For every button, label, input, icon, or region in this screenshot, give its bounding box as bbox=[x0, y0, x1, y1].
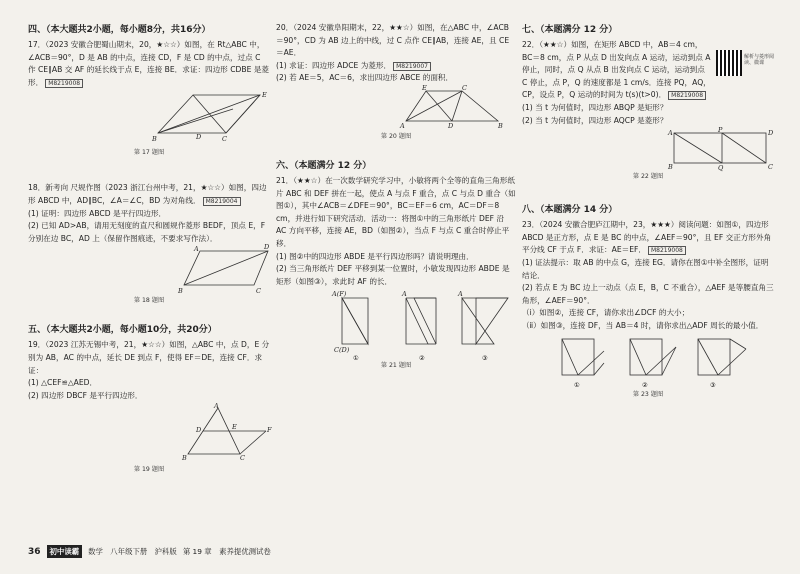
qr-code-icon[interactable] bbox=[716, 50, 742, 76]
svg-text:Q: Q bbox=[718, 164, 724, 173]
figure-22-caption: 第 22 题图 bbox=[632, 173, 664, 181]
figure-23-label-3: ③ bbox=[710, 381, 716, 389]
svg-text:A: A bbox=[400, 121, 405, 130]
question-18: 18．新考向 尺规作图（2023 浙江台州中考，21，★☆☆）如图，四边形 ABCD 中，AD∥BC，∠A＝∠C，BD 为对角线． M8219004 bbox=[28, 183, 267, 205]
svg-text:B: B bbox=[178, 287, 183, 296]
brand-logo: 初中读霸 bbox=[47, 545, 83, 558]
question-20-part-2: (2) 若 AE＝5，AC＝6，求出四边形 ABCE 的面积． bbox=[276, 73, 454, 83]
figure-21-label-2: ② bbox=[419, 355, 425, 363]
svg-text:C: C bbox=[256, 287, 261, 296]
question-23-part-2-i: （ⅰ）如图②，连接 CF，请你求出∠DCF 的大小； bbox=[522, 308, 690, 318]
figure-17-caption: 第 17 题图 bbox=[133, 149, 165, 157]
question-23-part-2: (2) 若点 E 为 BC 边上一动点（点 E，B，C 不重合），△AEF 是等腰直角三角形，∠AEF＝90°． bbox=[522, 283, 774, 305]
svg-text:C: C bbox=[222, 135, 227, 144]
question-18-part-2: (2) 已知 AD>AB，请用无刻度的直尺和圆规作菱形 BEDF，顶点 E，F 分别在边 BC，AD 上（保留作图痕迹，不要求写作法）． bbox=[28, 221, 266, 243]
svg-text:C: C bbox=[768, 163, 773, 172]
question-20-part-1: (1) 求证：四边形 ADCE 为菱形． M8219007 bbox=[276, 60, 516, 73]
svg-text:D: D bbox=[448, 121, 454, 130]
question-23: 23．（2024 安徽合肥庐江期中，23，★★★）阅读问题：如图①，四边形 ABCD 是正方形，点 E 是 BC 的中点，∠AEF＝90°，且 EF 交正方形外角平分线 CF 于点 F．求证：AE＝EF． M8219008 bbox=[522, 220, 772, 255]
question-21-part-2: (2) 当三角形纸片 DEF 平移到某一位置时，小敏发现四边形 ABDE 是矩形（如图③），求此时 AF 的长． bbox=[276, 264, 510, 286]
qr-note: 解析与菱形阅读、微课 bbox=[744, 54, 775, 66]
question-code: M8219004 bbox=[203, 197, 241, 206]
question-22: 22．（★★☆）如图，在矩形 ABCD 中，AB＝4 cm，BC＝8 cm，点 P 从点 D 出发向点 A 运动，运动到点 A 停止，同时，点 Q 从点 B 出发向点 C 运动，运动到点 C 停止，点 P，Q 的速度都是 1 cm/s．连接 PQ，AQ，CP，设点 P，Q 运动的时间为 t(s)(t>0)． M8219008 bbox=[522, 40, 711, 100]
figure-21-label-3: ③ bbox=[482, 355, 488, 363]
figure-20 bbox=[276, 85, 516, 131]
section-5-heading: 五、（本大题共2小题，每小题10分，共20分） bbox=[28, 325, 217, 336]
section-7-heading: 七、（本题满分 12 分） bbox=[522, 25, 618, 35]
svg-text:D: D bbox=[768, 129, 774, 138]
question-code: M8219007 bbox=[393, 62, 431, 71]
svg-text:B: B bbox=[152, 135, 157, 144]
figure-21-label-1: ① bbox=[353, 355, 359, 363]
figure-18 bbox=[28, 245, 270, 295]
svg-text:D: D bbox=[264, 243, 270, 252]
section-4-heading: 四、（本大题共2小题，每小题8分，共16分） bbox=[28, 25, 211, 35]
svg-text:D: D bbox=[196, 426, 202, 435]
question-code: M8219008 bbox=[648, 246, 686, 255]
question-21-part-1: (1) 图②中的四边形 ABDE 是平行四边形吗？请说明理由． bbox=[276, 251, 474, 261]
figure-20-caption: 第 20 题图 bbox=[380, 132, 412, 140]
section-6-heading: 六、（本题满分 12 分） bbox=[276, 160, 372, 171]
svg-text:D: D bbox=[196, 133, 202, 142]
figure-23 bbox=[522, 333, 774, 389]
svg-text:E: E bbox=[262, 91, 267, 100]
figure-19-caption: 第 19 题图 bbox=[133, 466, 165, 474]
column-left bbox=[28, 22, 270, 473]
figure-19 bbox=[28, 402, 270, 464]
figure-22 bbox=[522, 127, 774, 171]
svg-text:A: A bbox=[214, 402, 219, 411]
svg-text:B: B bbox=[182, 454, 187, 463]
question-17: 17．（2023 安徽合肥蜀山期末，20，★☆☆）如图，在 Rt△ABC 中，∠ACB＝90°，D 是 AB 的中点，连接 CD，F 是 CD 的中点，过点 C 作 CE∥AB 交 AF 的延长线于点 E，连接 BE．求证：四边形 CDBE 是菱形． M8219008 bbox=[28, 40, 270, 87]
svg-text:A(F): A(F) bbox=[332, 290, 347, 299]
figure-21 bbox=[276, 288, 516, 363]
question-19: 19．（2023 江苏无锡中考，21，★☆☆）如图，△ABC 中，点 D，E 分别为 AB，AC 的中点，延长 DE 到点 F，使得 EF＝DE，连接 CF．求证： bbox=[28, 340, 270, 375]
svg-text:E: E bbox=[422, 83, 427, 92]
question-22-part-1: (1) 当 t 为何值时，四边形 ABQP 是矩形？ bbox=[522, 102, 668, 112]
column-middle bbox=[276, 22, 516, 369]
svg-text:A: A bbox=[402, 290, 407, 299]
page-number: 36 bbox=[28, 546, 41, 557]
svg-text:F: F bbox=[267, 426, 272, 435]
svg-text:B: B bbox=[668, 163, 673, 172]
question-23-part-2-ii: （ⅱ）如图③，连接 DF，当 AB＝4 时，请你求出△ADF 周长的最小值． bbox=[522, 320, 764, 330]
figure-23-label-2: ② bbox=[642, 381, 648, 389]
svg-text:E: E bbox=[232, 423, 237, 432]
figure-23-label-1: ① bbox=[574, 381, 580, 389]
figure-17 bbox=[28, 89, 270, 147]
svg-text:P: P bbox=[718, 126, 723, 135]
page-footer bbox=[28, 545, 271, 558]
figure-21-caption: 第 21 题图 bbox=[380, 362, 412, 370]
svg-text:B: B bbox=[498, 121, 503, 130]
svg-text:C: C bbox=[240, 454, 245, 463]
question-code: M8219008 bbox=[668, 91, 706, 100]
svg-text:A: A bbox=[668, 129, 673, 138]
question-19-part-1: (1) △CEF≌△AED． bbox=[28, 378, 98, 388]
question-20: 20．（2024 安徽阜阳期末，22，★★☆）如图，在△ABC 中，∠ACB＝90°，CD 为 AB 边上的中线，过 C 点作 CE∥AB，连接 AE，且 CE＝AE． bbox=[276, 23, 510, 58]
question-19-part-2: (2) 四边形 DBCF 是平行四边形． bbox=[28, 390, 143, 400]
question-22-part-2: (2) 当 t 为何值时，四边形 AQCP 是菱形？ bbox=[522, 115, 668, 125]
column-right bbox=[522, 22, 774, 398]
question-18-part-1: (1) 证明：四边形 ABCD 是平行四边形． bbox=[28, 208, 167, 218]
figure-23-caption: 第 23 题图 bbox=[632, 390, 664, 398]
footer-chapter: 第 19 章 素养提优测试卷 bbox=[182, 547, 271, 556]
question-code: M8219008 bbox=[45, 79, 83, 88]
question-21: 21．（★★☆）在一次数学研究学习中，小敏将两个全等的直角三角形纸片 ABC 和 DEF 拼在一起，使点 A 与点 F 重合，点 C 与点 D 重合（如图①），其中∠ACB＝∠DFE＝90°，BC＝EF＝6 cm，AC＝DF＝8 cm，并进行如下研究活动．活动一：将图①中的三角形纸片 DEF 沿 AC 方向平移，连接 AE，BD（如图②），当点 F 与点 C 重合时停止平移． bbox=[276, 175, 516, 248]
svg-text:A: A bbox=[194, 245, 199, 254]
svg-text:C(D): C(D) bbox=[334, 346, 350, 355]
figure-18-caption: 第 18 题图 bbox=[133, 297, 165, 305]
svg-text:C: C bbox=[462, 83, 467, 92]
svg-text:A: A bbox=[458, 290, 463, 299]
footer-subject: 数学 八年级下册 沪科版 bbox=[88, 547, 177, 556]
section-8-heading: 八、（本题满分 14 分） bbox=[522, 205, 618, 216]
question-23-part-1: (1) 证法提示：取 AB 的中点 G，连接 EG．请你在图①中补全图形，证明结论． bbox=[522, 257, 769, 280]
